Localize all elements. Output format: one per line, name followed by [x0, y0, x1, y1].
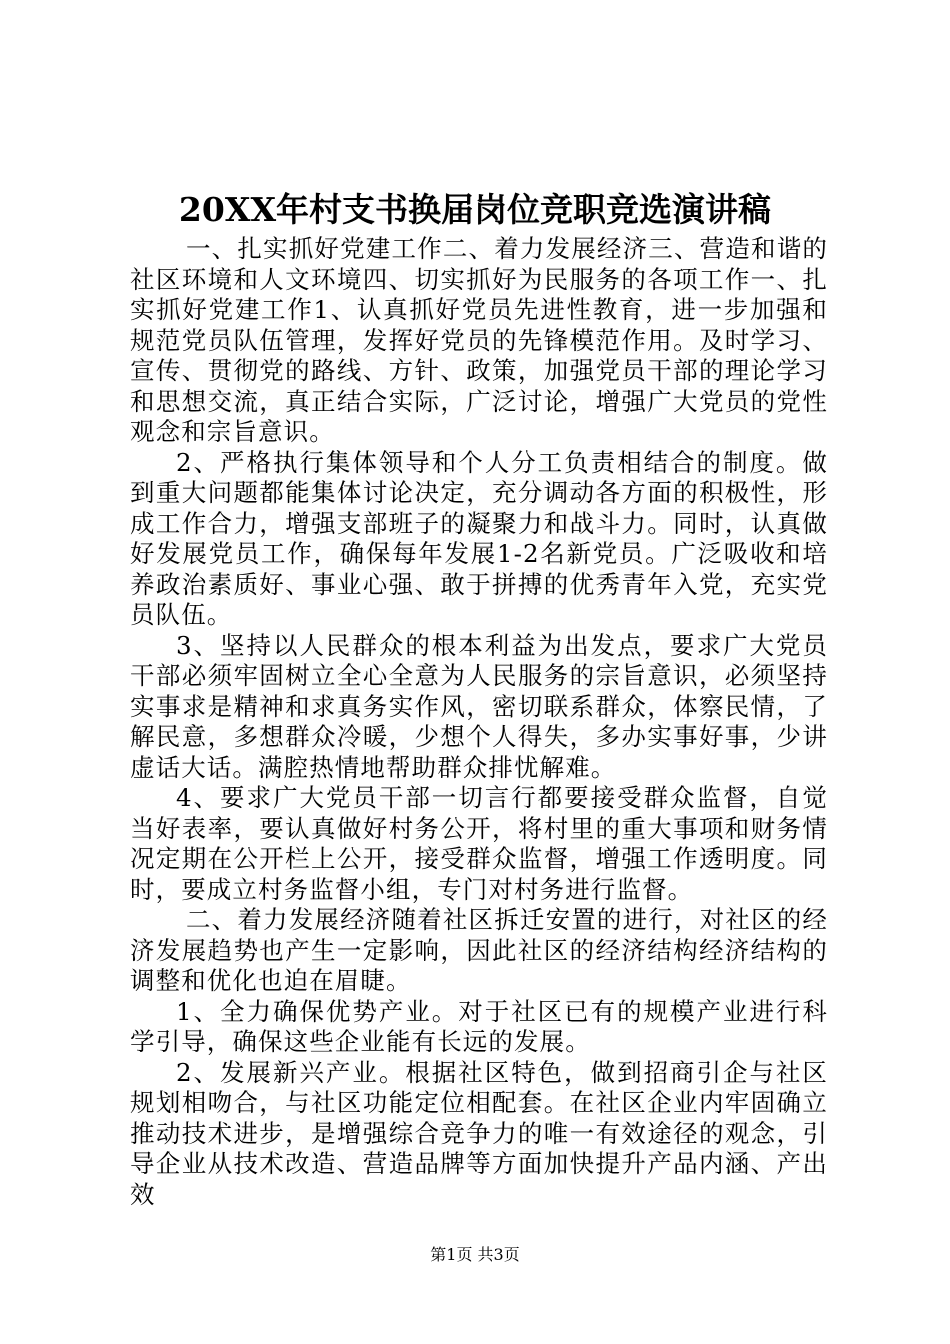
- paragraph-item-4: 4、要求广大党员干部一切言行都要接受群众监督，自觉当好表率，要认真做好村务公开，将村里的重大事项和财务情况定期在公开栏上公开，接受群众监督，增强工作透明度。同时，要成立村务监督小组，专门对村务进行监督。: [130, 783, 828, 904]
- paragraph-item-2: 2、严格执行集体领导和个人分工负责相结合的制度。做到重大问题都能集体讨论决定，充分调动各方面的积极性，形成工作合力，增强支部班子的凝聚力和战斗力。同时，认真做好发展党员工作，确保每年发展1-2名新党员。广泛吸收和培养政治素质好、事业心强、敢于拼搏的优秀青年入党，充实党员队伍。: [130, 447, 828, 629]
- page-footer: 第1页 共3页: [430, 1245, 520, 1264]
- document-body: [130, 234, 828, 1210]
- paragraph-item-3: 3、坚持以人民群众的根本利益为出发点，要求广大党员干部必须牢固树立全心全意为人民服务的宗旨意识，必须坚持实事求是精神和求真务实作风，密切联系群众，体察民情，了解民意，多想群众冷暖，少想个人得失，多办实事好事，少讲虚话大话。满腔热情地帮助群众排忧解难。: [130, 630, 828, 782]
- paragraph-section-2: 二、着力发展经济随着社区拆迁安置的进行，对社区的经济发展趋势也产生一定影响，因此社区的经济结构经济结构的调整和优化也迫在眉睫。: [130, 905, 828, 995]
- document-title: 20XX年村支书换届岗位竞职竞选演讲稿: [178, 190, 772, 229]
- paragraph-section-2-item-2: 2、发展新兴产业。根据社区特色，做到招商引企与社区规划相吻合，与社区功能定位相配套。在社区企业内牢固确立推动技术进步，是增强综合竞争力的唯一有效途径的观念，引导企业从技术改造、营造品牌等方面加快提升产品内涵、产出效: [130, 1057, 828, 1209]
- paragraph-section-2-item-1: 1、全力确保优势产业。对于社区已有的规模产业进行科学引导，确保这些企业能有长远的发展。: [130, 996, 828, 1056]
- paragraph-intro: 一、扎实抓好党建工作二、着力发展经济三、营造和谐的社区环境和人文环境四、切实抓好为民服务的各项工作一、扎实抓好党建工作1、认真抓好党员先进性教育，进一步加强和规范党员队伍管理，发挥好党员的先锋模范作用。及时学习、宣传、贯彻党的路线、方针、政策，加强党员干部的理论学习和思想交流，真正结合实际，广泛讨论，增强广大党员的党性观念和宗旨意识。: [130, 234, 828, 446]
